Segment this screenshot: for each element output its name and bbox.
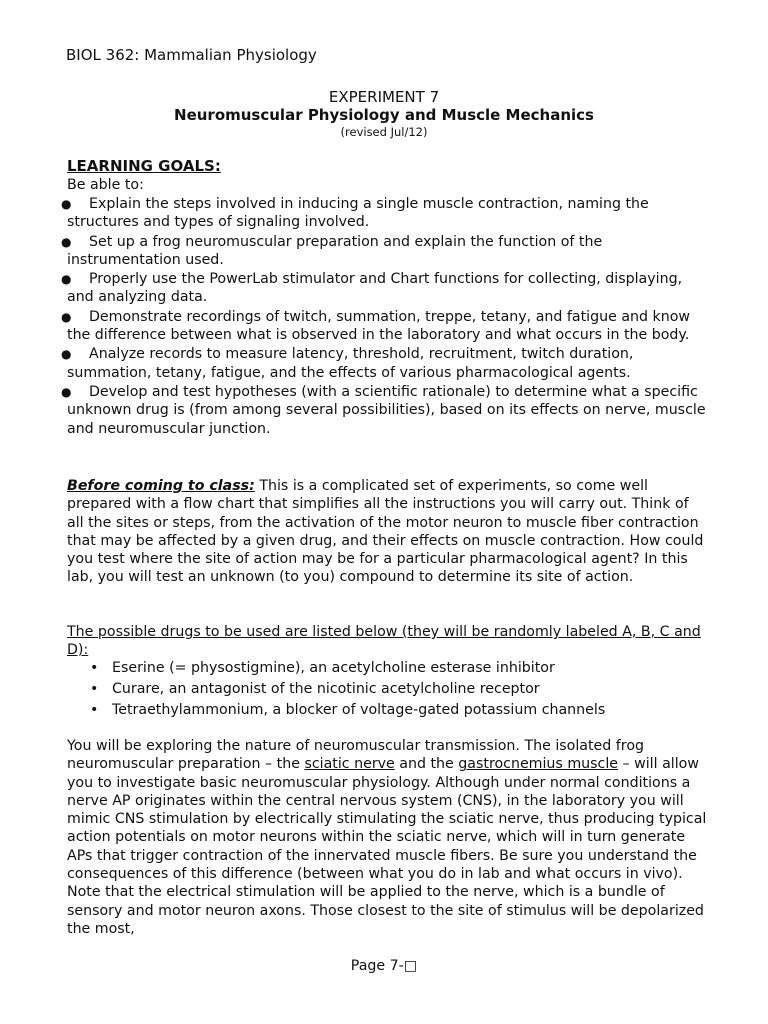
list-item: ● Properly use the PowerLab stimulator and Chart functions for collecting, displaying, and analyzing data.: [61, 271, 683, 306]
before-class-paragraph: [67, 477, 707, 587]
revision-note: (revised Jul/12): [340, 125, 428, 139]
bullet-icon: ●: [61, 234, 72, 249]
before-class-label: Before coming to class: [67, 478, 250, 494]
bullet-icon: •: [90, 680, 99, 697]
gastrocnemius-muscle-term: gastrocnemius muscle: [458, 756, 619, 773]
experiment-subtitle: Neuromuscular Physiology and Muscle Mechanics: [174, 106, 594, 124]
bullet-icon: •: [90, 660, 99, 676]
learning-goals-intro: Be able to:: [67, 177, 144, 193]
learning-goals-list: [61, 195, 707, 439]
list-item: ● Analyze records to measure latency, threshold, recruitment, twitch duration, summation, tetany, fatigue, and the effects of various pharmacological agents.: [61, 346, 634, 381]
learning-goals-heading: LEARNING GOALS:: [67, 157, 221, 175]
sciatic-nerve-term: sciatic nerve: [304, 756, 395, 773]
bullet-icon: ●: [61, 197, 72, 211]
bullet-icon: ●: [61, 272, 72, 287]
list-item: • Curare, an antagonist of the nicotinic acetylcholine receptor: [90, 680, 540, 697]
list-item: • Tetraethylammonium, a blocker of voltage-gated potassium channels: [90, 701, 606, 718]
experiment-title: EXPERIMENT 7: [328, 88, 440, 106]
list-item: • Eserine (= physostigmine), an acetylcholine esterase inhibitor: [90, 660, 555, 676]
list-item: ● Explain the steps involved in inducing a single muscle contraction, naming the structures and types of signaling involved.: [61, 196, 649, 231]
bullet-icon: •: [90, 701, 99, 718]
bullet-icon: ●: [61, 309, 72, 324]
page-number: Page 7-□: [350, 958, 418, 974]
before-class-colon: :: [249, 478, 255, 494]
list-item: ● Demonstrate recordings of twitch, summation, treppe, tetany, and fatigue and know the difference between what is observed in the laboratory and what occurs in the body.: [61, 308, 691, 344]
exploration-paragraph: You will be exploring the nature of neuromuscular transmission. The isolated frog neuromuscular preparation – the sciatic nerve and the gastrocnemius muscle – will allow you to investigate basic neuromuscular physiology. Although under normal conditions a nerve AP originates within the central nervous system (CNS), in the laboratory you will mimic CNS stimulation by electrically stimulating the sciatic nerve, thus producing typical action potentials on motor neurons within the sciatic nerve, which will in turn generate APs that trigger contraction of the innervated muscle fibers. Be sure you understand the consequences of this difference (between what you do in lab and what occurs in vivo). Note that the electrical stimulation will be applied to the nerve, which is a bundle of sensory and motor neuron axons. Those closest to the site of stimulus will be depolarized the most,: [67, 738, 707, 937]
course-title: BIOL 362: Mammalian Physiology: [66, 46, 317, 64]
list-item: ● Set up a frog neuromuscular preparation and explain the function of the instrumentation used.: [61, 233, 603, 268]
bullet-icon: ●: [61, 347, 72, 362]
bullet-icon: ●: [61, 384, 72, 399]
list-item: ● Develop and test hypotheses (with a scientific rationale) to determine what a specific unknown drug is (from among several possibilities), based on its effects on nerve, muscle and neuromuscular junction.: [61, 383, 706, 437]
drug-list: [90, 659, 710, 721]
drugs-intro: The possible drugs to be used are listed below (they will be randomly labeled A, B, C and D):: [67, 624, 701, 659]
before-class-text: This is a complicated set of experiments, so come well prepared with a flow chart that simplifies all the instructions you will carry out. Think of all the sites or steps, from the activation of the motor neuron to muscle fiber contraction that may be affected by a given drug, and their effects on muscle contraction. How could you test where the site of action may be for a particular pharmacological agent? In this lab, you will test an unknown (to you) compound to determine its site of action.: [67, 478, 704, 586]
